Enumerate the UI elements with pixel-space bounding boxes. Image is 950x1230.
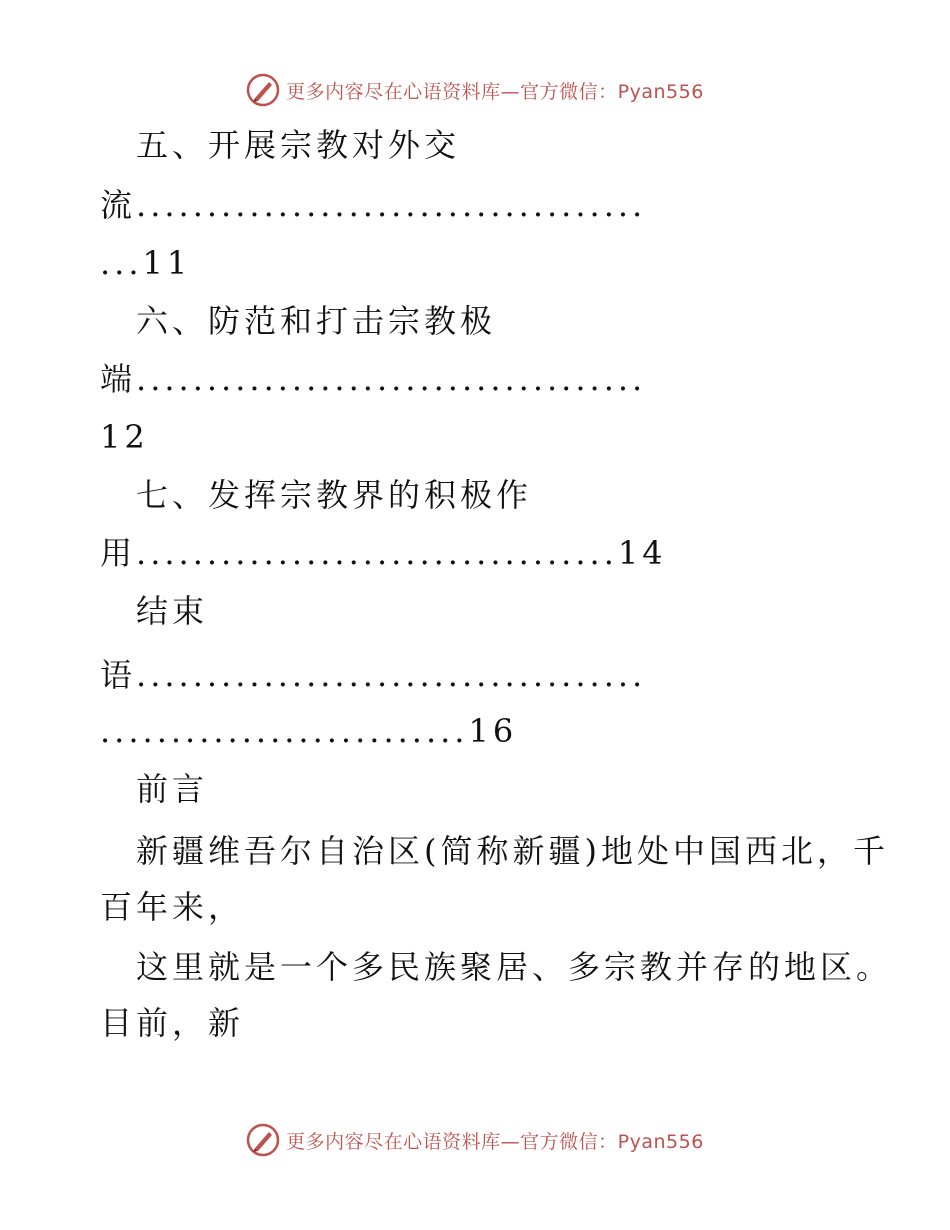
toc-entry-5-page: 11	[142, 244, 192, 282]
toc-entry-conclusion-title: 结束	[136, 592, 209, 630]
toc-entry-6-title: 六、防范和打击宗教极	[136, 302, 497, 340]
toc-entry-5-dots: ....................................	[136, 186, 647, 224]
paragraph-2-line-2: 目前，新	[100, 1004, 245, 1042]
toc-entry-6-leader	[100, 354, 646, 404]
toc-entry-7-page: 14	[617, 534, 667, 572]
paragraph-1-line-1: 新疆维吾尔自治区(简称新疆)地处中国西北，千	[136, 832, 889, 870]
toc-entry-5-leader	[100, 180, 646, 230]
toc-entry-conclusion-dots-cont: ..........................	[100, 712, 469, 750]
pen-logo-icon	[246, 73, 280, 107]
section-heading: 前言	[136, 770, 209, 808]
toc-entry-6-page: 12	[100, 418, 149, 456]
toc-entry-7-title: 七、发挥宗教界的积极作	[136, 476, 533, 514]
header-banner	[0, 70, 950, 110]
pen-logo-icon	[246, 1123, 280, 1157]
paragraph-2-line-1: 这里就是一个多民族聚居、多宗教并存的地区。	[136, 948, 893, 986]
toc-entry-6-dots: ....................................	[136, 360, 647, 398]
toc-entry-conclusion-leader	[100, 650, 646, 700]
toc-entry-7-leader	[100, 528, 667, 578]
toc-entry-5-page-line	[100, 238, 191, 288]
header-banner-text: 更多内容尽在心语资料库—官方微信：Pyan556	[286, 80, 704, 103]
toc-entry-5-tail: 流	[100, 186, 137, 224]
footer-banner-text: 更多内容尽在心语资料库—官方微信：Pyan556	[286, 1130, 704, 1153]
toc-entry-conclusion-dots: ....................................	[136, 656, 647, 694]
toc-entry-7-dots: ..................................	[136, 534, 618, 572]
toc-entry-conclusion-page: 16	[468, 712, 518, 750]
toc-entry-6-tail: 端	[100, 360, 137, 398]
toc-entry-conclusion-tail: 语	[100, 656, 137, 694]
toc-entry-5-dots-cont: ...	[100, 244, 143, 282]
paragraph-1-line-2: 百年来，	[100, 888, 245, 926]
toc-entry-7-tail: 用	[100, 534, 137, 572]
toc-entry-5-title: 五、开展宗教对外交	[136, 126, 461, 164]
toc-entry-conclusion-page-line	[100, 706, 517, 756]
footer-banner	[0, 1120, 950, 1160]
